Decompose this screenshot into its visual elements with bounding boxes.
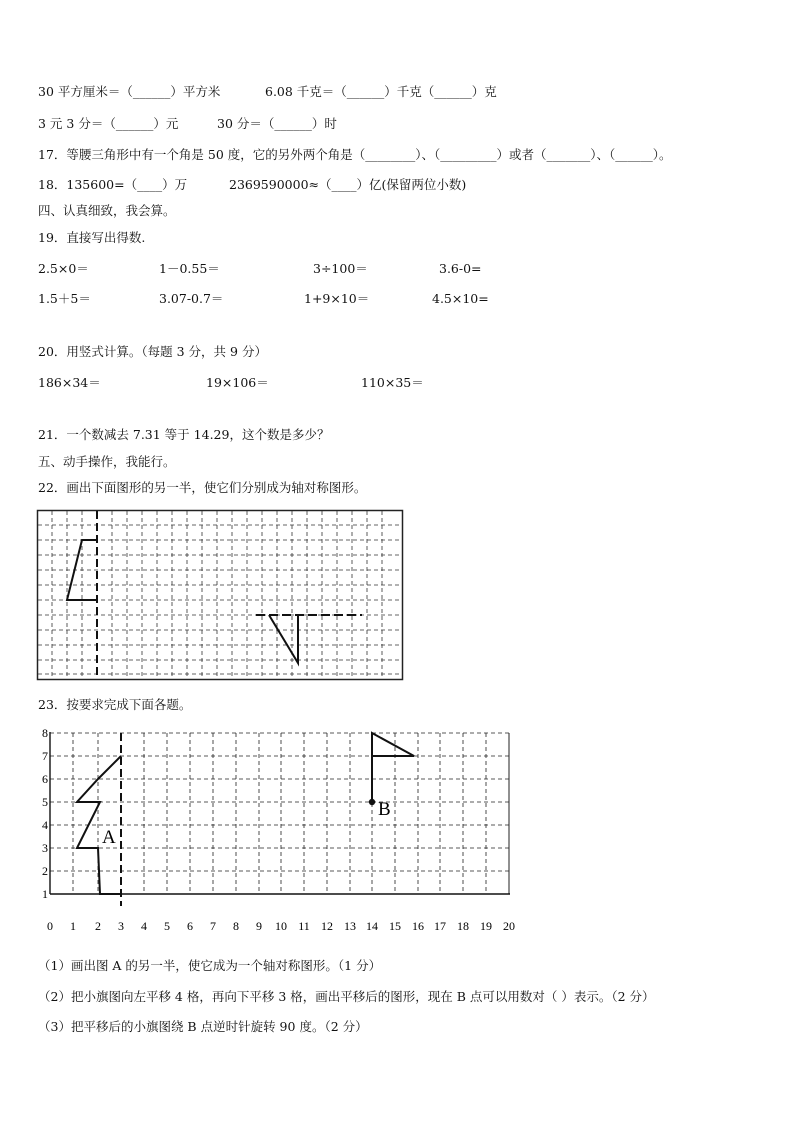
- q19-item: 3÷100＝: [313, 261, 368, 276]
- x-tick: 6: [187, 919, 193, 933]
- q23-y-ticks: [42, 726, 48, 901]
- q19-item: 4.5×10=: [432, 291, 489, 306]
- q20-item: 186×34＝: [38, 375, 101, 390]
- x-tick: 14: [366, 919, 378, 933]
- x-tick: 0: [47, 919, 53, 933]
- q19-item: 1+9×10＝: [304, 291, 370, 306]
- question-18-part2: 2369590000≈（____）亿(保留两位小数): [229, 177, 467, 192]
- q19-item: 2.5×0＝: [38, 261, 89, 276]
- y-tick: 6: [42, 772, 48, 786]
- q22-grid-lines: [38, 511, 402, 679]
- x-tick: 11: [298, 919, 310, 933]
- y-tick: 8: [42, 726, 48, 740]
- q22-shape-right: [269, 615, 298, 663]
- q19-item: 1.5＋5＝: [38, 291, 91, 306]
- q20-item: 19×106＝: [206, 375, 269, 390]
- y-tick: 7: [42, 749, 48, 763]
- q19-item: 1－0.55＝: [159, 261, 220, 276]
- y-tick: 1: [42, 887, 48, 901]
- q23-x-ticks: [47, 919, 515, 933]
- x-tick: 13: [344, 919, 356, 933]
- x-tick: 20: [503, 919, 515, 933]
- x-tick: 17: [434, 919, 446, 933]
- point-b: [369, 799, 375, 805]
- conversion-time-text: 30 分＝（______）时: [217, 116, 337, 131]
- q19-item: 3.6-0=: [439, 261, 482, 276]
- question-17: 17．等腰三角形中有一个角是 50 度，它的另外两个角是（________）、（_________）或者（_______）、（______）。: [38, 147, 672, 162]
- q23-coordinate-grid: [36, 724, 522, 936]
- section-5-heading: 五、动手操作，我能行。: [38, 454, 176, 469]
- y-tick: 3: [42, 841, 48, 855]
- x-tick: 10: [275, 919, 287, 933]
- q20-item: 110×35＝: [361, 375, 424, 390]
- question-20-title: 20．用竖式计算。（每题 3 分，共 9 分）: [38, 344, 267, 359]
- y-tick: 2: [42, 864, 48, 878]
- q22-grid-border: [38, 511, 403, 680]
- y-tick: 5: [42, 795, 48, 809]
- q23-subquestion-2: （2）把小旗图向左平移 4 格，再向下平移 3 格，画出平移后的图形，现在 B 点可以用数对（ ）表示。（2 分）: [38, 989, 655, 1004]
- x-tick: 8: [233, 919, 239, 933]
- q19-item: 3.07-0.7＝: [159, 291, 224, 306]
- figure-a-label: A: [102, 827, 116, 848]
- x-tick: 1: [70, 919, 76, 933]
- conversion-mass-text: 6.08 千克＝（______）千克（______）克: [265, 84, 497, 99]
- x-tick: 16: [412, 919, 424, 933]
- question-21: 21．一个数减去 7.31 等于 14.29，这个数是多少？: [38, 427, 330, 442]
- flag-triangle: [372, 733, 414, 756]
- q22-grid-figure: [36, 509, 404, 681]
- x-tick: 15: [389, 919, 401, 933]
- conversion-area-text: 30 平方厘米＝（______）平方米: [38, 84, 221, 99]
- conversion-money-text: 3 元 3 分＝（______）元: [38, 116, 179, 131]
- question-18-part1: 18．135600=（____）万: [38, 177, 188, 192]
- section-4-heading: 四、认真细致，我会算。: [38, 203, 176, 218]
- point-b-label: B: [378, 799, 391, 820]
- question-19-title: 19．直接写出得数.: [38, 230, 146, 245]
- x-tick: 3: [118, 919, 124, 933]
- x-tick: 19: [480, 919, 492, 933]
- question-22-title: 22．画出下面图形的另一半，使它们分别成为轴对称图形。: [38, 480, 367, 495]
- x-tick: 12: [321, 919, 333, 933]
- x-tick: 4: [141, 919, 147, 933]
- question-23-title: 23．按要求完成下面各题。: [38, 697, 192, 712]
- x-tick: 7: [210, 919, 216, 933]
- q23-subquestion-1: （1）画出图 A 的另一半，使它成为一个轴对称图形。（1 分）: [38, 958, 382, 973]
- x-tick: 2: [95, 919, 101, 933]
- q23-subquestion-3: （3）把平移后的小旗图绕 B 点逆时针旋转 90 度。（2 分）: [38, 1019, 368, 1034]
- x-tick: 5: [164, 919, 170, 933]
- x-tick: 18: [457, 919, 469, 933]
- x-tick: 9: [256, 919, 262, 933]
- y-tick: 4: [42, 818, 48, 832]
